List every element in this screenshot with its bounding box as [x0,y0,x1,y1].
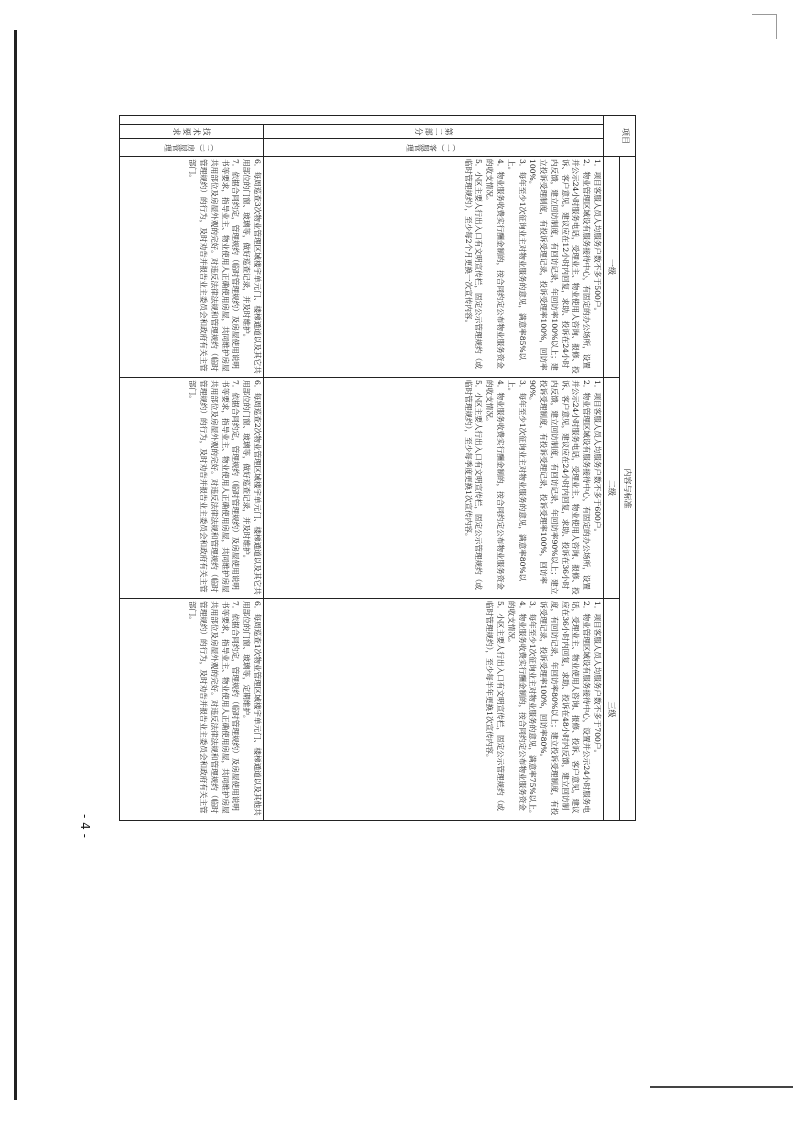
standard-item: 5．小区主要人行出入口有文明宣传栏，固定公示管理规约（或临时管理规约），至少每2个月更换一次宣传内容。 [463,159,484,369]
standard-item: 3．每年至少1次征询业主对物业服务的意见，满意率85%以上。 [506,159,527,361]
standard-item: 5．小区主要人行出入口有文明宣传栏，固定公示管理规约（或临时管理规约），至少每半年更换1次宣传内容。 [485,601,505,811]
standard-item: 4．物业服务收费实行酬金制的，按合同约定公布物业服务资金的收支情况。 [485,159,505,369]
subcategory-label: （二）房屋管理 [164,143,219,153]
standard-item: 2．物业管理区域设有服务接待中心，设置并公示24小时服务电话，受理业主、物业使用人咨询、报修、投诉、客户意见，建议应在36小时内回复，求助、投诉在48小时内反馈，建立回访制度，有回访记录，年回访率80%以上；建立投诉受理制度，有投诉受理记录，投诉受理率100%，回访率80%。 [539,601,592,816]
level2-cell [120,378,264,599]
level3-cell [120,599,264,821]
rotated-table-wrapper [120,115,636,820]
level3-cell [264,599,604,821]
standard-item: 1．项目客服人员人均服务户数不多于500户。 [593,159,602,316]
level2-cell [264,378,604,599]
standard-item: 3．每年至少1次征询业主对物业服务的意见，满意率75%以上。 [528,601,538,818]
scan-edge-left [14,30,17,1100]
standard-item: 1．项目客服人员人均服务户数不多于600户。 [593,380,602,537]
standard-item: 4．物业服务收费实行酬金制的，按合同约定公布物业服务资金的收支情况。 [506,601,527,811]
section-label: 第二部分 [413,127,454,137]
header-row-1 [620,116,636,821]
standard-item: 1．项目客服人员人均服务户数不多于700户。 [593,601,602,758]
header-row-2 [604,116,620,821]
standard-item: 2．物业管理区域设有服务接待中心，有固定的办公场所，设置并公示24小时服务电话，受理业主、物业使用人咨询、报修、投诉、客户意见，建议应在12小时内回复，求助、投诉在24小时内反馈，建立回访制度，有回访记录，年回访率100%以上；建立投诉受理制度，有投诉受理记录，投诉受理率100%，回访率100%。 [528,159,592,374]
subcategory-cell [264,139,604,157]
row-housing-management [120,116,264,821]
level1-cell [120,157,264,378]
standard-item: 7．依据合同约定，管理规约（临时管理规约）及房屋使用说明书等要求，指导业主、物业使用人正确使用房屋，共同维护房屋共用部位及房屋外观的完好。对违反法律法规和管理规约（临时管理规约）的行为，及时劝告并报告业主委员会和政府有关主管部门。 [188,159,241,372]
standard-item: 6．每周巡查1次物业管理区域楼宇单元门、楼梯通道以及其他共用部位的门窗、玻璃等，定期维护。 [242,601,262,816]
standard-item: 7．依据合同约定，管理规约（临时管理规约）及房屋使用说明书等要求，指导业主、物业使用人正确使用房屋，共同维护房屋共用部位及房屋外观的完好。对违反法律法规和管理规约（临时管理规约）的行为，及时劝告并报告业主委员会和政府有关主管部门。 [188,380,241,593]
standard-item: 6．每周巡查3次物业管理区域楼宇单元门、楼梯通道以及其它共用部位的门窗、玻璃等，做好巡查记录，并及时维护。 [242,159,262,374]
standard-item: 3．每年至少1次征询业主对物业服务的意见，满意率80%以上。 [506,380,527,582]
technical-label-cell [120,125,264,139]
header-level2: 二级 [604,378,620,599]
scan-corner-mark [752,14,777,39]
page-number: - 4 - [78,814,92,838]
standard-item: 4．物业服务收费实行酬金制的，按合同约定公布物业服务资金的收支情况。 [485,380,505,590]
standard-item: 5．小区主要人行出入口有文明宣传栏，固定公示管理规约（或临时管理规约），至少每季度更换1次宣传内容。 [463,380,484,590]
subcategory-cell [120,139,264,157]
standard-item: 7．依据合同约定，管理规约（临时管理规约）及房屋使用说明书等要求，指导业主、物业使用人正确使用房屋，共同维护房屋共用部位及房屋外观的完好。对违反法律法规和管理规约（临时管理规约）的行为，及时劝告并报告业主委员会和政府有关主管部门。 [188,601,241,814]
scan-edge-bottom [650,1086,793,1088]
row-customer-service [264,116,604,821]
header-content-standard: 内容与标准 [620,157,636,821]
section-cell [120,116,604,125]
standard-item: 6．每周巡查2次物业管理区域楼宇单元门、楼梯通道以及其它共用部位的门窗、玻璃等，做好巡查记录，并及时维护。 [242,380,262,595]
section-label-cell [264,125,604,139]
standard-item: 2．物业管理区域设有服务接待中心，有固定的办公场所，设置并公示24小时服务电话，受理业主、物业使用人咨询、报修、投诉、客户意见，建议应在24小时内回复，求助、投诉在36小时内反馈，建立回访制度，有回访记录，年回访率90%以上；建立投诉受理制度，有投诉受理记录，投诉受理率100%，回访率90%。 [528,380,592,595]
level1-cell [264,157,604,378]
header-level1: 一级 [604,157,620,378]
subcategory-label: （一）客服管理 [406,143,461,153]
technical-label: 技术要求 [171,127,212,137]
header-project: 项目 [604,116,636,157]
standards-table [119,115,636,821]
header-level3: 三级 [604,599,620,821]
